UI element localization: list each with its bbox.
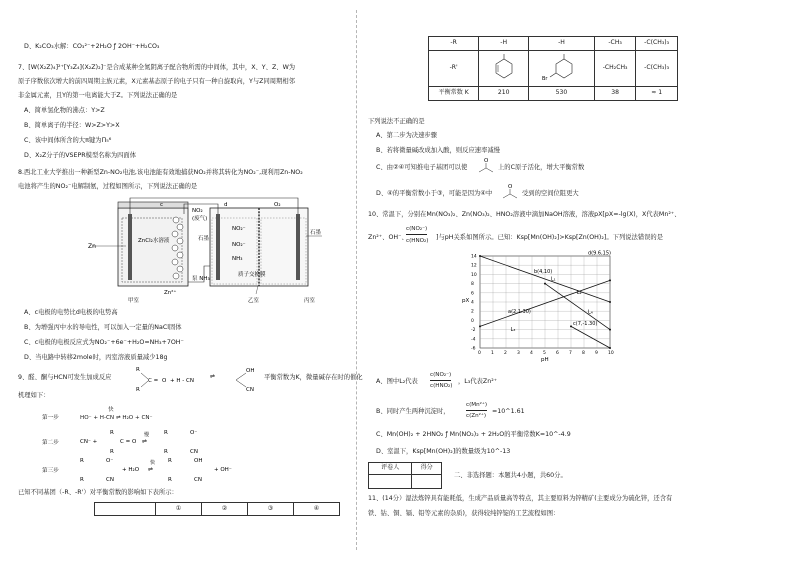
score-box <box>368 462 442 489</box>
q10-option-a-a: A、图中L₂代表 <box>376 378 418 385</box>
y-tick-label: -4 <box>471 337 476 343</box>
label-electrolyte: ZnCl₂水溶液 <box>138 238 170 244</box>
step2-equation <box>80 426 210 454</box>
q9-question: 下列说法不正确的是 <box>368 118 425 125</box>
q9-option-d-b: 受到的空间位阻更大 <box>522 190 579 197</box>
q7-option-d: D、X₂Z分子的VSEPR模型名称为四面体 <box>24 152 137 159</box>
svg-text:C = O: C = O <box>120 439 137 445</box>
q8-option-c: C、c电极的电极反应式为NO₂⁻+6e⁻+H₂O=NH₃+7OH⁻ <box>24 339 184 346</box>
carbonyl-icon-2 <box>500 182 520 200</box>
q7-line2: 原子序数依次增大的前四周期主族元素，X元素基态原子的电子只有一种自旋取向，Y与Z同周期相邻 <box>18 78 295 85</box>
label-zn: Zn <box>88 243 96 250</box>
svg-text:R: R <box>110 430 114 436</box>
step1-eq: HO⁻ + H-CN ⇌ H₂O + CN⁻ <box>80 415 153 421</box>
step1-fast: 快 <box>108 407 114 413</box>
svg-text:R: R <box>136 367 140 373</box>
annotation-label: c(7,-1.30) <box>573 320 598 327</box>
svg-text:CN: CN <box>194 477 202 482</box>
svg-text:R: R <box>168 477 172 482</box>
q9-line1b: 平衡常数为K，微量碱存在时的催化 <box>264 374 363 381</box>
svg-text:⇌: ⇌ <box>210 373 216 380</box>
label-d-electrode: d <box>224 202 228 208</box>
annotation-label: b(4,10) <box>534 268 553 275</box>
label-pump-nh3: 泵 NH₃ <box>192 276 210 282</box>
cell-r: -R <box>429 37 479 51</box>
q9-line1a: 9、醛、酮与HCN可发生加成反应 <box>18 374 112 381</box>
label-bing: 丙室 <box>304 298 316 304</box>
q10-line2a: Zn²⁺、OH⁻、 <box>368 234 408 241</box>
svg-text:C =: C = <box>148 378 159 384</box>
label-yi: 乙室 <box>248 298 260 304</box>
series-point <box>609 329 611 331</box>
q9-equation <box>128 364 268 394</box>
label-no2-minus-2: NO₂⁻ <box>232 242 246 248</box>
x-tick-label: 10 <box>608 351 614 356</box>
x-tick-label: 1 <box>491 351 494 356</box>
annotation-label: d(9.6,15) <box>588 250 611 257</box>
series-point <box>609 347 611 349</box>
q10-b-den: c(Zn²⁺) <box>466 413 487 419</box>
series-point <box>544 283 546 285</box>
step2-label: 第二步 <box>42 440 59 446</box>
svg-text:R: R <box>110 449 114 454</box>
q11-line1: 11、(14分）湿法炼锌具有能耗低，生成产品质量高等特点，其主要原料为锌精矿(主要成分为硫化锌，还含有 <box>368 495 673 502</box>
label-graphite-right: 石墨 <box>310 230 322 236</box>
svg-text:O⁻: O⁻ <box>190 430 198 436</box>
svg-text:+ H - CN: + H - CN <box>170 378 194 384</box>
svg-text:R: R <box>80 477 84 482</box>
svg-text:R: R <box>164 449 168 454</box>
table-head-1: ① <box>156 503 202 516</box>
x-tick-label: 2 <box>504 351 507 356</box>
x-tick-label: 0 <box>478 351 481 356</box>
x-tick-label: 3 <box>517 351 520 356</box>
label-c-electrode: c <box>160 202 164 208</box>
q7-line1: 7、[W(X₂Z)₄]²⁺[Y₃Z₄](X₂Z)₂]⁻是合成某种全氮阴离子配合物所需的中间体，其中，X、Y、Z、W为 <box>18 64 296 71</box>
step3-label: 第三步 <box>42 468 59 474</box>
x-tick-label: 4 <box>530 351 533 356</box>
step1-label: 第一步 <box>42 415 59 421</box>
q8-option-a: A、c电极的电势比d电极的电势高 <box>24 309 118 316</box>
svg-text:CN⁻ +: CN⁻ + <box>80 439 98 445</box>
svg-text:OH: OH <box>194 458 203 464</box>
svg-text:R: R <box>164 430 168 436</box>
x-tick-label: 7 <box>569 351 572 356</box>
table-head-3: ③ <box>248 503 294 516</box>
q10-line2b: ]与pH关系如图所示。已知：Ksp[Mn(OH)₂]>Ksp[Zn(OH)₂]。下列说法错误的是 <box>436 234 664 241</box>
svg-text:OH: OH <box>246 368 255 374</box>
y-tick-label: 0 <box>471 318 474 324</box>
y-tick-label: 2 <box>471 309 474 315</box>
q9-table-header <box>94 502 340 516</box>
svg-text:O: O <box>162 378 167 384</box>
label-membrane: 质子交换膜 <box>238 272 266 278</box>
left-column <box>18 0 363 562</box>
q10-line1: 10、常温下，分别在Mn(NO₃)₂、Zn(NO₃)₂、HNO₂溶液中滴加NaOH溶液，溶液pX[pX=-lg(X)，X代表Mn²⁺、 <box>368 211 681 218</box>
series-point <box>609 279 611 281</box>
svg-text:CN: CN <box>190 449 198 454</box>
q8-line1: 8.西北工业大学推出一种新型Zn-NO₂电池,该电池能有效地捕获NO₂并将其转化为NO₂⁻,现利用Zn-NO₂ <box>18 169 303 176</box>
q10-a-den: c(HNO₂) <box>430 383 453 389</box>
q10-a-num: c(NO₂⁻) <box>430 372 451 381</box>
q11-line2: 铁、钴、铜、镉、铅等元素的杂质)，获得较纯锌锭的工艺流程如图： <box>368 510 560 517</box>
q7-option-a: A、简单氢化物的沸点：Y>Z <box>24 107 105 114</box>
label-no2-minus-1: NO₂⁻ <box>232 226 246 232</box>
cell-r-prime: -R' <box>429 51 479 87</box>
annotation-label: L₄ <box>588 309 593 316</box>
svg-text:R: R <box>168 458 172 464</box>
q7-line3: 非金属元素，且Y的第一电离能大于Z。下列说法正确的是 <box>18 92 178 99</box>
label-o2: O₂ <box>274 202 281 208</box>
table-head-2: ② <box>202 503 248 516</box>
q9-constants-table: -R -H -H -CH₃ -C(CH₃)₃ -R' Br -CH₂CH₃ -C(CH₃)₃ 平衡常数 K 210 530 38 ≈ 1 <box>428 36 678 101</box>
series-point <box>479 325 481 327</box>
svg-text:R: R <box>80 458 84 464</box>
q10-option-b-b: =10^1.61 <box>492 408 525 415</box>
q9-option-b: B、若将微量碱改成加入酸，则反应速率减慢 <box>376 147 500 154</box>
y-tick-label: 10 <box>471 272 477 278</box>
x-tick-label: 8 <box>582 351 585 356</box>
score-points: 得分 <box>412 463 442 475</box>
score-grader: 评卷人 <box>369 463 412 475</box>
table-head-blank <box>95 503 156 516</box>
svg-text:O⁻: O⁻ <box>106 458 114 464</box>
cell-k-label: 平衡常数 K <box>429 87 479 101</box>
svg-text:快: 快 <box>150 460 156 466</box>
electrolysis-diagram <box>88 196 328 306</box>
section2-title: 二、非选择题：本题共4小题，共60分。 <box>454 472 567 479</box>
y-tick-label: -2 <box>471 328 476 334</box>
q10-frac-num: c(NO₂⁻) <box>406 226 427 235</box>
y-tick-label: 6 <box>471 291 474 297</box>
q9-option-c-a: C、由②④可知推电子基团可以使 <box>376 164 468 171</box>
label-waste-gas: (废气) <box>192 216 208 222</box>
x-axis-label: pH <box>541 357 549 362</box>
annotation-label: L₂ <box>576 290 582 297</box>
q10-option-b-a: B、同时产生两种沉淀时， <box>376 408 450 415</box>
column-divider <box>356 10 357 550</box>
q9-line2: 机理如下： <box>18 392 50 399</box>
y-tick-label: 12 <box>471 263 477 269</box>
y-tick-label: 4 <box>471 300 474 306</box>
label-graphite-mid: 石墨 <box>198 236 210 242</box>
right-column <box>368 0 778 562</box>
svg-text:慢: 慢 <box>144 432 150 438</box>
annotation-label: L₁ <box>550 276 556 283</box>
x-tick-label: 6 <box>556 351 559 356</box>
annotation-label: L₃ <box>510 326 516 333</box>
label-no2-in: NO₂ <box>192 208 203 214</box>
q8-line2: 电池将产生的NO₂⁻电解制氨，过程如图所示，下列说法正确的是 <box>18 183 198 190</box>
svg-text:R: R <box>136 387 140 393</box>
y-tick-label: 8 <box>471 282 474 288</box>
carbonyl-icon <box>476 156 496 174</box>
table-head-4: ④ <box>294 503 340 516</box>
q8-option-d: D、当电路中转移2mole时，丙室溶液质量减少18g <box>24 354 168 361</box>
y-tick-label: 14 <box>471 254 477 260</box>
px-ph-chart <box>460 250 620 362</box>
q7-option-b: B、简单离子的半径：W>Z>Y>X <box>24 122 120 129</box>
series-point <box>479 255 481 257</box>
q9-option-a: A、第二步为决速步骤 <box>376 132 437 139</box>
bromotoluene-structure-icon <box>542 53 582 81</box>
svg-text:⇌: ⇌ <box>142 438 148 445</box>
svg-text:CN: CN <box>246 387 254 393</box>
svg-text:O: O <box>508 184 513 190</box>
q10-option-c: C、Mn(OH)₂ + 2HNO₂ ƒ Mn(NO₂)₂ + 2H₂O的平衡常数K=10^-4.9 <box>376 431 571 438</box>
series-point <box>570 325 572 327</box>
svg-text:O: O <box>484 158 489 164</box>
q6-option-d: D、K₂CO₃水解：CO₃²⁻+2H₂O ƒ 2OH⁻+H₂CO₃ <box>24 43 160 50</box>
toluene-structure-icon <box>489 53 519 81</box>
svg-text:+ H₂O: + H₂O <box>122 467 140 473</box>
annotation-label: a(2,1.30) <box>508 308 531 315</box>
q9-option-d-a: D、④的平衡常数小于③，可能是因为④中 <box>376 190 493 197</box>
q9-option-c-b: 上的C原子活化，增大平衡常数 <box>498 164 585 171</box>
y-axis-label: pX <box>462 298 470 304</box>
x-tick-label: 9 <box>595 351 598 356</box>
svg-text:+ OH⁻: + OH⁻ <box>214 467 232 473</box>
q7-option-c: C、该中间体所含的大π键为Π₅⁶ <box>24 137 112 144</box>
q8-option-b: B、为增强丙中水的导电性，可以加入一定量的NaCl固体 <box>24 324 182 331</box>
label-zn2plus: Zn²⁺ <box>164 290 177 296</box>
q10-b-num: c(Mn²⁺) <box>466 402 487 411</box>
svg-text:CN: CN <box>106 477 114 482</box>
q10-option-a-b: ，L₃代表Zn²⁺ <box>458 378 498 385</box>
label-jia: 甲室 <box>128 298 140 304</box>
y-tick-label: -6 <box>471 346 476 352</box>
q10-frac-den: c(HNO₂) <box>406 238 429 244</box>
series-point <box>609 301 611 303</box>
q9-table-intro: 已知不同基团（-R、-R'）对平衡常数的影响如下表所示： <box>18 489 178 496</box>
x-tick-label: 5 <box>543 351 546 356</box>
q10-option-d: D、室温下，Ksp[Mn(OH)₂]的数量级为10^-13 <box>376 448 511 455</box>
svg-text:Br: Br <box>541 75 547 81</box>
step3-equation <box>80 454 240 482</box>
cell-bromotoluene <box>529 51 595 87</box>
cell-toluene <box>479 51 529 87</box>
svg-text:⇌: ⇌ <box>148 466 154 473</box>
label-nh3: NH₃ <box>232 256 243 262</box>
